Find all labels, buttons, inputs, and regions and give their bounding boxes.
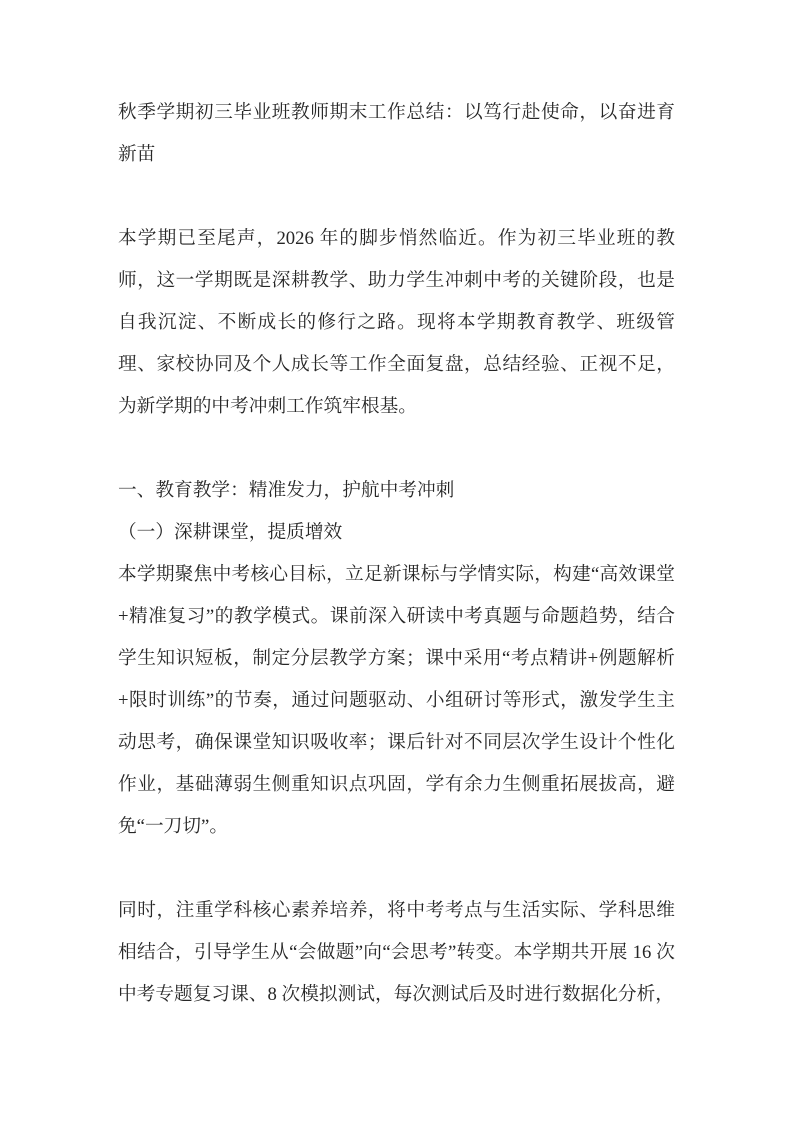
body-paragraph-classroom-model: 本学期聚焦中考核心目标，立足新课标与学情实际，构建“高效课堂+精准复习”的教学模式。课前深入研读中考真题与命题趋势，结合学生知识短板，制定分层教学方案；课中采用“考点精讲+例题解析+限时训练”的节奏，通过问题驱动、小组研讨等形式，激发学生主动思考，确保课堂知识吸收率；课后针对不同层次学生设计个性化作业，基础薄弱生侧重知识点巩固，学有余力生侧重拓展拔高，避免“一刀切”。 xyxy=(118,564,675,837)
document-title: 秋季学期初三毕业班教师期末工作总结：以笃行赴使命，以奋进育新苗 xyxy=(118,102,675,165)
subsection-heading-classroom: （一）深耕课堂，提质增效 xyxy=(118,522,343,543)
section-heading-education-teaching: 一、教育教学：精准发力，护航中考冲刺 xyxy=(118,480,455,501)
body-paragraph-core-literacy: 同时，注重学科核心素养培养，将中考考点与生活实际、学科思维相结合，引导学生从“会做题”向“会思考”转变。本学期共开展 16 次中考专题复习课、8 次模拟测试，每次测试后及时进行数据化分析， xyxy=(118,900,675,1005)
intro-paragraph: 本学期已至尾声，2026 年的脚步悄然临近。作为初三毕业班的教师，这一学期既是深耕教学、助力学生冲刺中考的关键阶段，也是自我沉淀、不断成长的修行之路。现将本学期教育教学、班级管理、家校协同及个人成长等工作全面复盘，总结经验、正视不足，为新学期的中考冲刺工作筑牢根基。 xyxy=(118,228,675,417)
